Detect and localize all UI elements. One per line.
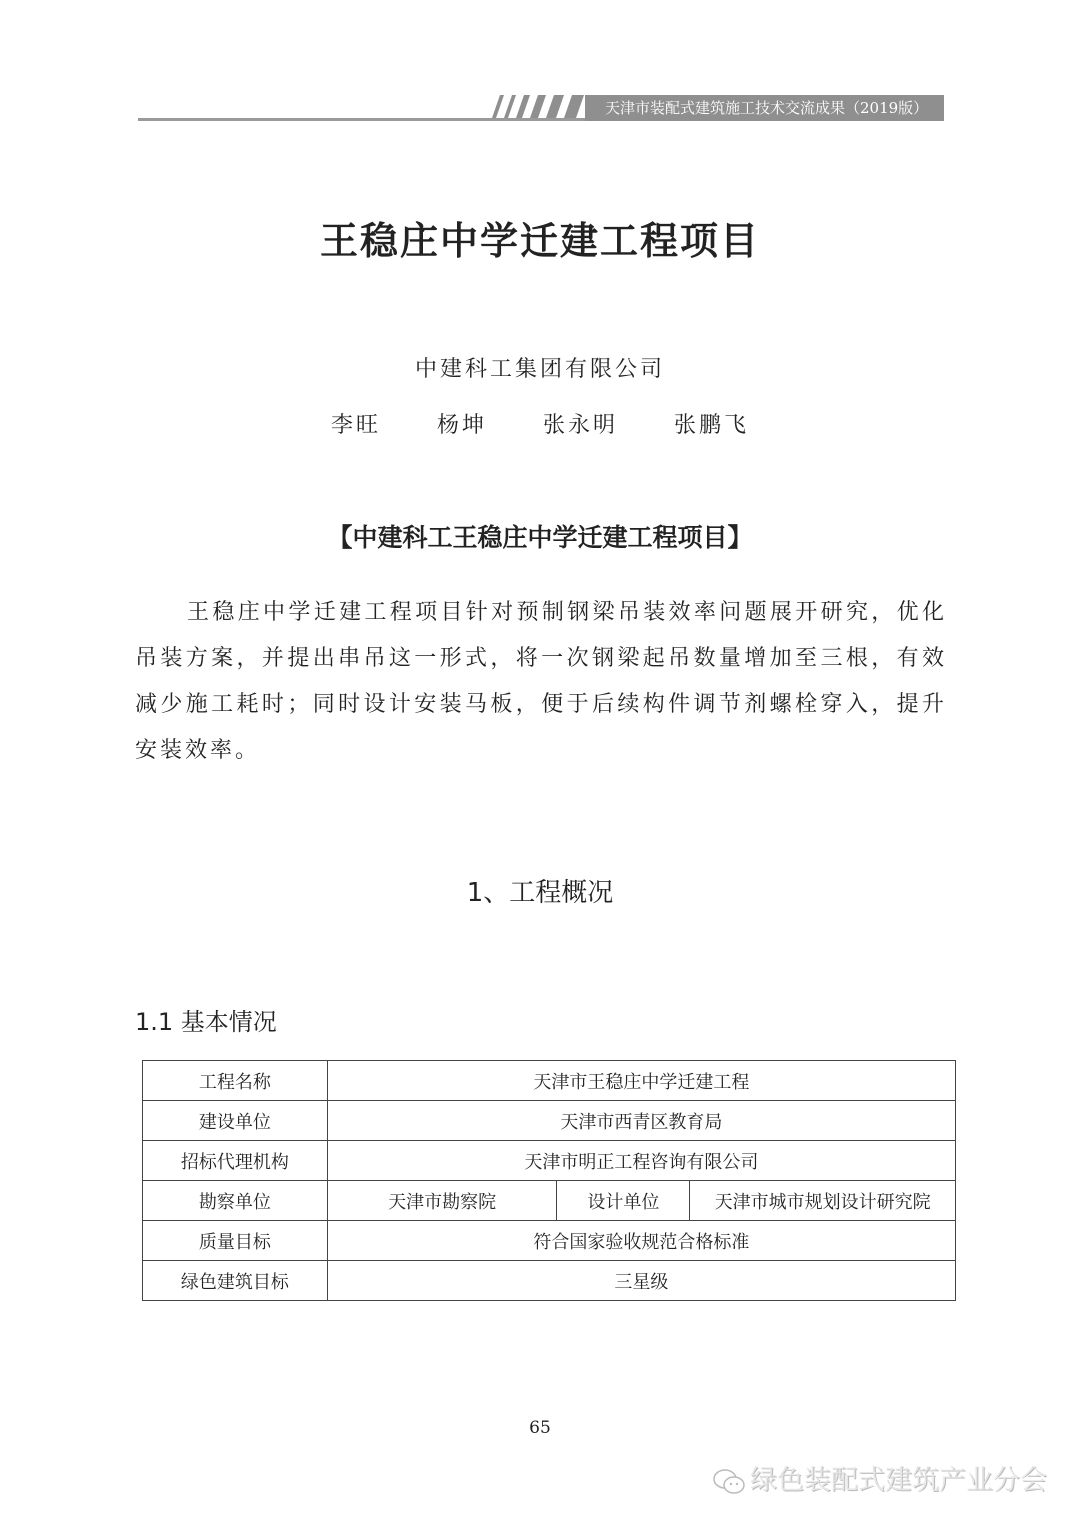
table-row bbox=[143, 1261, 956, 1301]
author: 杨坤 bbox=[436, 413, 487, 438]
author: 张鹏飞 bbox=[674, 413, 750, 438]
author: 张永明 bbox=[543, 413, 619, 438]
row-value: 符合国家验收规范合格标准 bbox=[327, 1221, 955, 1261]
running-header: 天津市装配式建筑施工技术交流成果（2019版） bbox=[585, 95, 944, 121]
table-row bbox=[143, 1181, 956, 1221]
row-label: 勘察单位 bbox=[143, 1181, 328, 1221]
row-value: 三星级 bbox=[327, 1261, 955, 1301]
document-title: 王稳庄中学迁建工程项目 bbox=[319, 218, 760, 263]
authors bbox=[0, 408, 1080, 439]
row-label: 绿色建筑目标 bbox=[143, 1261, 328, 1301]
row-label: 建设单位 bbox=[143, 1101, 328, 1141]
row-value: 天津市勘察院 bbox=[327, 1181, 557, 1221]
row-label: 质量目标 bbox=[143, 1221, 328, 1261]
abstract-paragraph: 王稳庄中学迁建工程项目针对预制钢梁吊装效率问题展开研究，优化吊装方案，并提出串吊这一形式，将一次钢梁起吊数量增加至三根，有效减少施工耗时；同时设计安装马板，便于后续构件调节剂螺栓穿入，提升安装效率。 bbox=[135, 600, 947, 763]
section-heading: 1、工程概况 bbox=[466, 878, 614, 908]
subsection-heading: 1.1 基本情况 bbox=[135, 1008, 277, 1036]
page-number: 65 bbox=[529, 1418, 551, 1438]
table-row bbox=[143, 1061, 956, 1101]
row-label: 工程名称 bbox=[143, 1061, 328, 1101]
author: 李旺 bbox=[330, 413, 381, 438]
header-stripes-decoration bbox=[492, 95, 584, 118]
row-label: 招标代理机构 bbox=[143, 1141, 328, 1181]
row-value: 天津市城市规划设计研究院 bbox=[690, 1181, 956, 1221]
watermark bbox=[712, 1458, 1047, 1497]
project-subtitle: 【中建科工王稳庄中学迁建工程项目】 bbox=[327, 523, 753, 552]
table-row bbox=[143, 1101, 956, 1141]
table-row bbox=[143, 1221, 956, 1261]
row-value: 天津市明正工程咨询有限公司 bbox=[327, 1141, 955, 1181]
row-label: 设计单位 bbox=[557, 1181, 690, 1221]
row-value: 天津市西青区教育局 bbox=[327, 1101, 955, 1141]
row-value: 天津市王稳庄中学迁建工程 bbox=[327, 1061, 955, 1101]
watermark-text: 绿色装配式建筑产业分会 bbox=[750, 1465, 1047, 1496]
table-row bbox=[143, 1141, 956, 1181]
project-info-table bbox=[142, 1060, 956, 1301]
organization: 中建科工集团有限公司 bbox=[414, 357, 665, 382]
wechat-icon bbox=[712, 1467, 746, 1497]
